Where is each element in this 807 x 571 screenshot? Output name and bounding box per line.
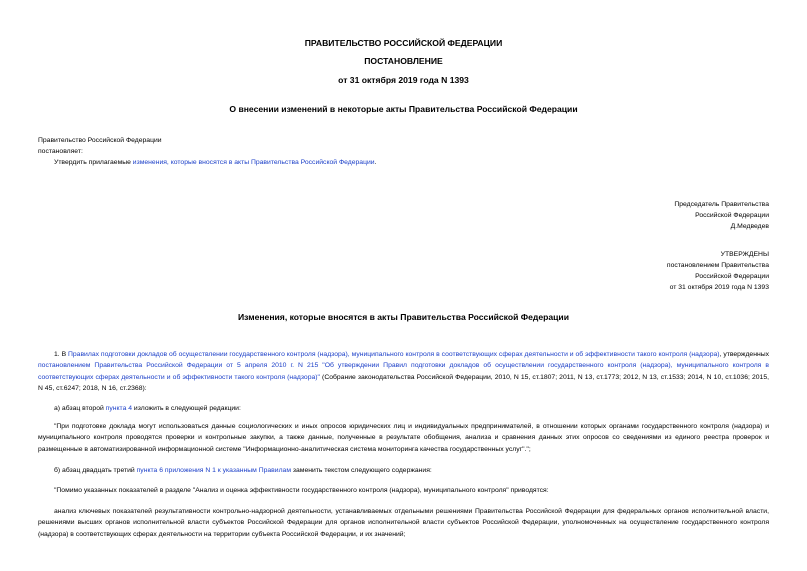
paragraph-analysis: анализ ключевых показателей результативности контрольно-надзорной деятельности, устанавливаемых отдельными решениями Правительства Российской Федерации для федеральных органов исполнительной власти, решениями высших органов исполнительной власти субъектов Российской Федерации для органов исполнительной власти субъектов Российской Федерации, уполномоченных на осуществление государственного контроля (надзора) в соответствующих сферах деятельности на территории субъекта Российской Федерации, и их значений; [38, 508, 769, 538]
intro-line-government: Правительство Российской Федерации [38, 137, 162, 144]
para-b-suffix: заменить текстом следующего содержания: [291, 467, 432, 474]
approval-heading: УТВЕРЖДЕНЫ [720, 251, 769, 258]
approval-line-date: от 31 октября 2019 года N 1393 [669, 284, 769, 291]
document-type: ПОСТАНОВЛЕНИЕ [364, 56, 443, 66]
signature-position: Председатель Правительства [674, 201, 769, 208]
paragraph-1 [38, 349, 769, 394]
para1-prefix: 1. В [54, 351, 68, 358]
resolution-215-link[interactable]: постановлением Правительства Российской Федерации от 5 апреля 2010 г. N 215 "Об утверждении Правил подготовки докладов об осуществлении государственного контроля (надзора), муниципального контроля в соответствующих сферах деятельности и об эффективности такого контроля (надзора)" [38, 362, 769, 381]
document-date-number: от 31 октября 2019 года N 1393 [338, 75, 469, 85]
changes-link[interactable]: изменения, которые вносятся в акты Правительства Российской Федерации [132, 159, 375, 166]
point-6-appendix-link[interactable]: пункта 6 приложения N 1 к указанным Правилам [136, 467, 291, 474]
document-title: О внесении изменений в некоторые акты Правительства Российской Федерации [229, 104, 578, 114]
para1-suffix: (Собрание законодательства Российской Федерации, 2010, N 15, ст.1807; 2011, N 13, ст.1773; 2012, N 13, ст.1533; 2014, N 10, ст.1036; 2015, N 45, ст.6247; 2018, N 16, ст.2368): [38, 373, 769, 392]
signature-name: Д.Медведев [730, 223, 769, 230]
para1-mid: , утвержденных [719, 351, 770, 358]
approval-block [667, 249, 769, 293]
quote-b: "Помимо указанных показателей в разделе "Анализ и оценка эффективности государственного контроля (надзора), муниципального контроля" приводятся: [54, 487, 549, 494]
signature-block [674, 199, 769, 232]
approve-suffix: . [374, 159, 377, 166]
paragraph-a [38, 403, 769, 414]
rules-link[interactable]: Правилах подготовки докладов об осуществлении государственного контроля (надзора), муниципального контроля в соответствующих сферах деятельности и об эффективности такого контроля (надзора) [68, 351, 720, 358]
government-heading: ПРАВИТЕЛЬСТВО РОССИЙСКОЙ ФЕДЕРАЦИИ [304, 38, 503, 48]
approval-line-organization: Российской Федерации [695, 273, 769, 280]
para-b-prefix: б) абзац двадцать третий [54, 467, 137, 474]
para-a-prefix: а) абзац второй [54, 405, 106, 412]
quote-a: "При подготовке доклада могут использоваться данные социологических и иных опросов юридических лиц и индивидуальных предпринимателей, в отношении которых органами государственного контроля (надзора) и муниципального контроля проводятся проверки и контрольные закупки, а также данные, полученные в результате обобщения, анализа и сравнения данных этих опросов со сведениями из единого реестра проверок и размещенные в автоматизированной информационной системе "Информационно-аналитическая система мониторинга качества государственных услуг"."; [38, 423, 769, 453]
intro-line-resolves: постановляет: [38, 148, 83, 155]
paragraph-b [38, 465, 769, 476]
intro-approve-line [54, 157, 376, 168]
signature-organization: Российской Федерации [695, 212, 769, 219]
approve-prefix: Утвердить прилагаемые [54, 159, 133, 166]
point-4-link[interactable]: пункта 4 [105, 405, 133, 412]
approval-line-resolution: постановлением Правительства [666, 262, 769, 269]
changes-title: Изменения, которые вносятся в акты Правительства Российской Федерации [237, 312, 569, 322]
para-a-suffix: изложить в следующей редакции: [132, 405, 241, 412]
